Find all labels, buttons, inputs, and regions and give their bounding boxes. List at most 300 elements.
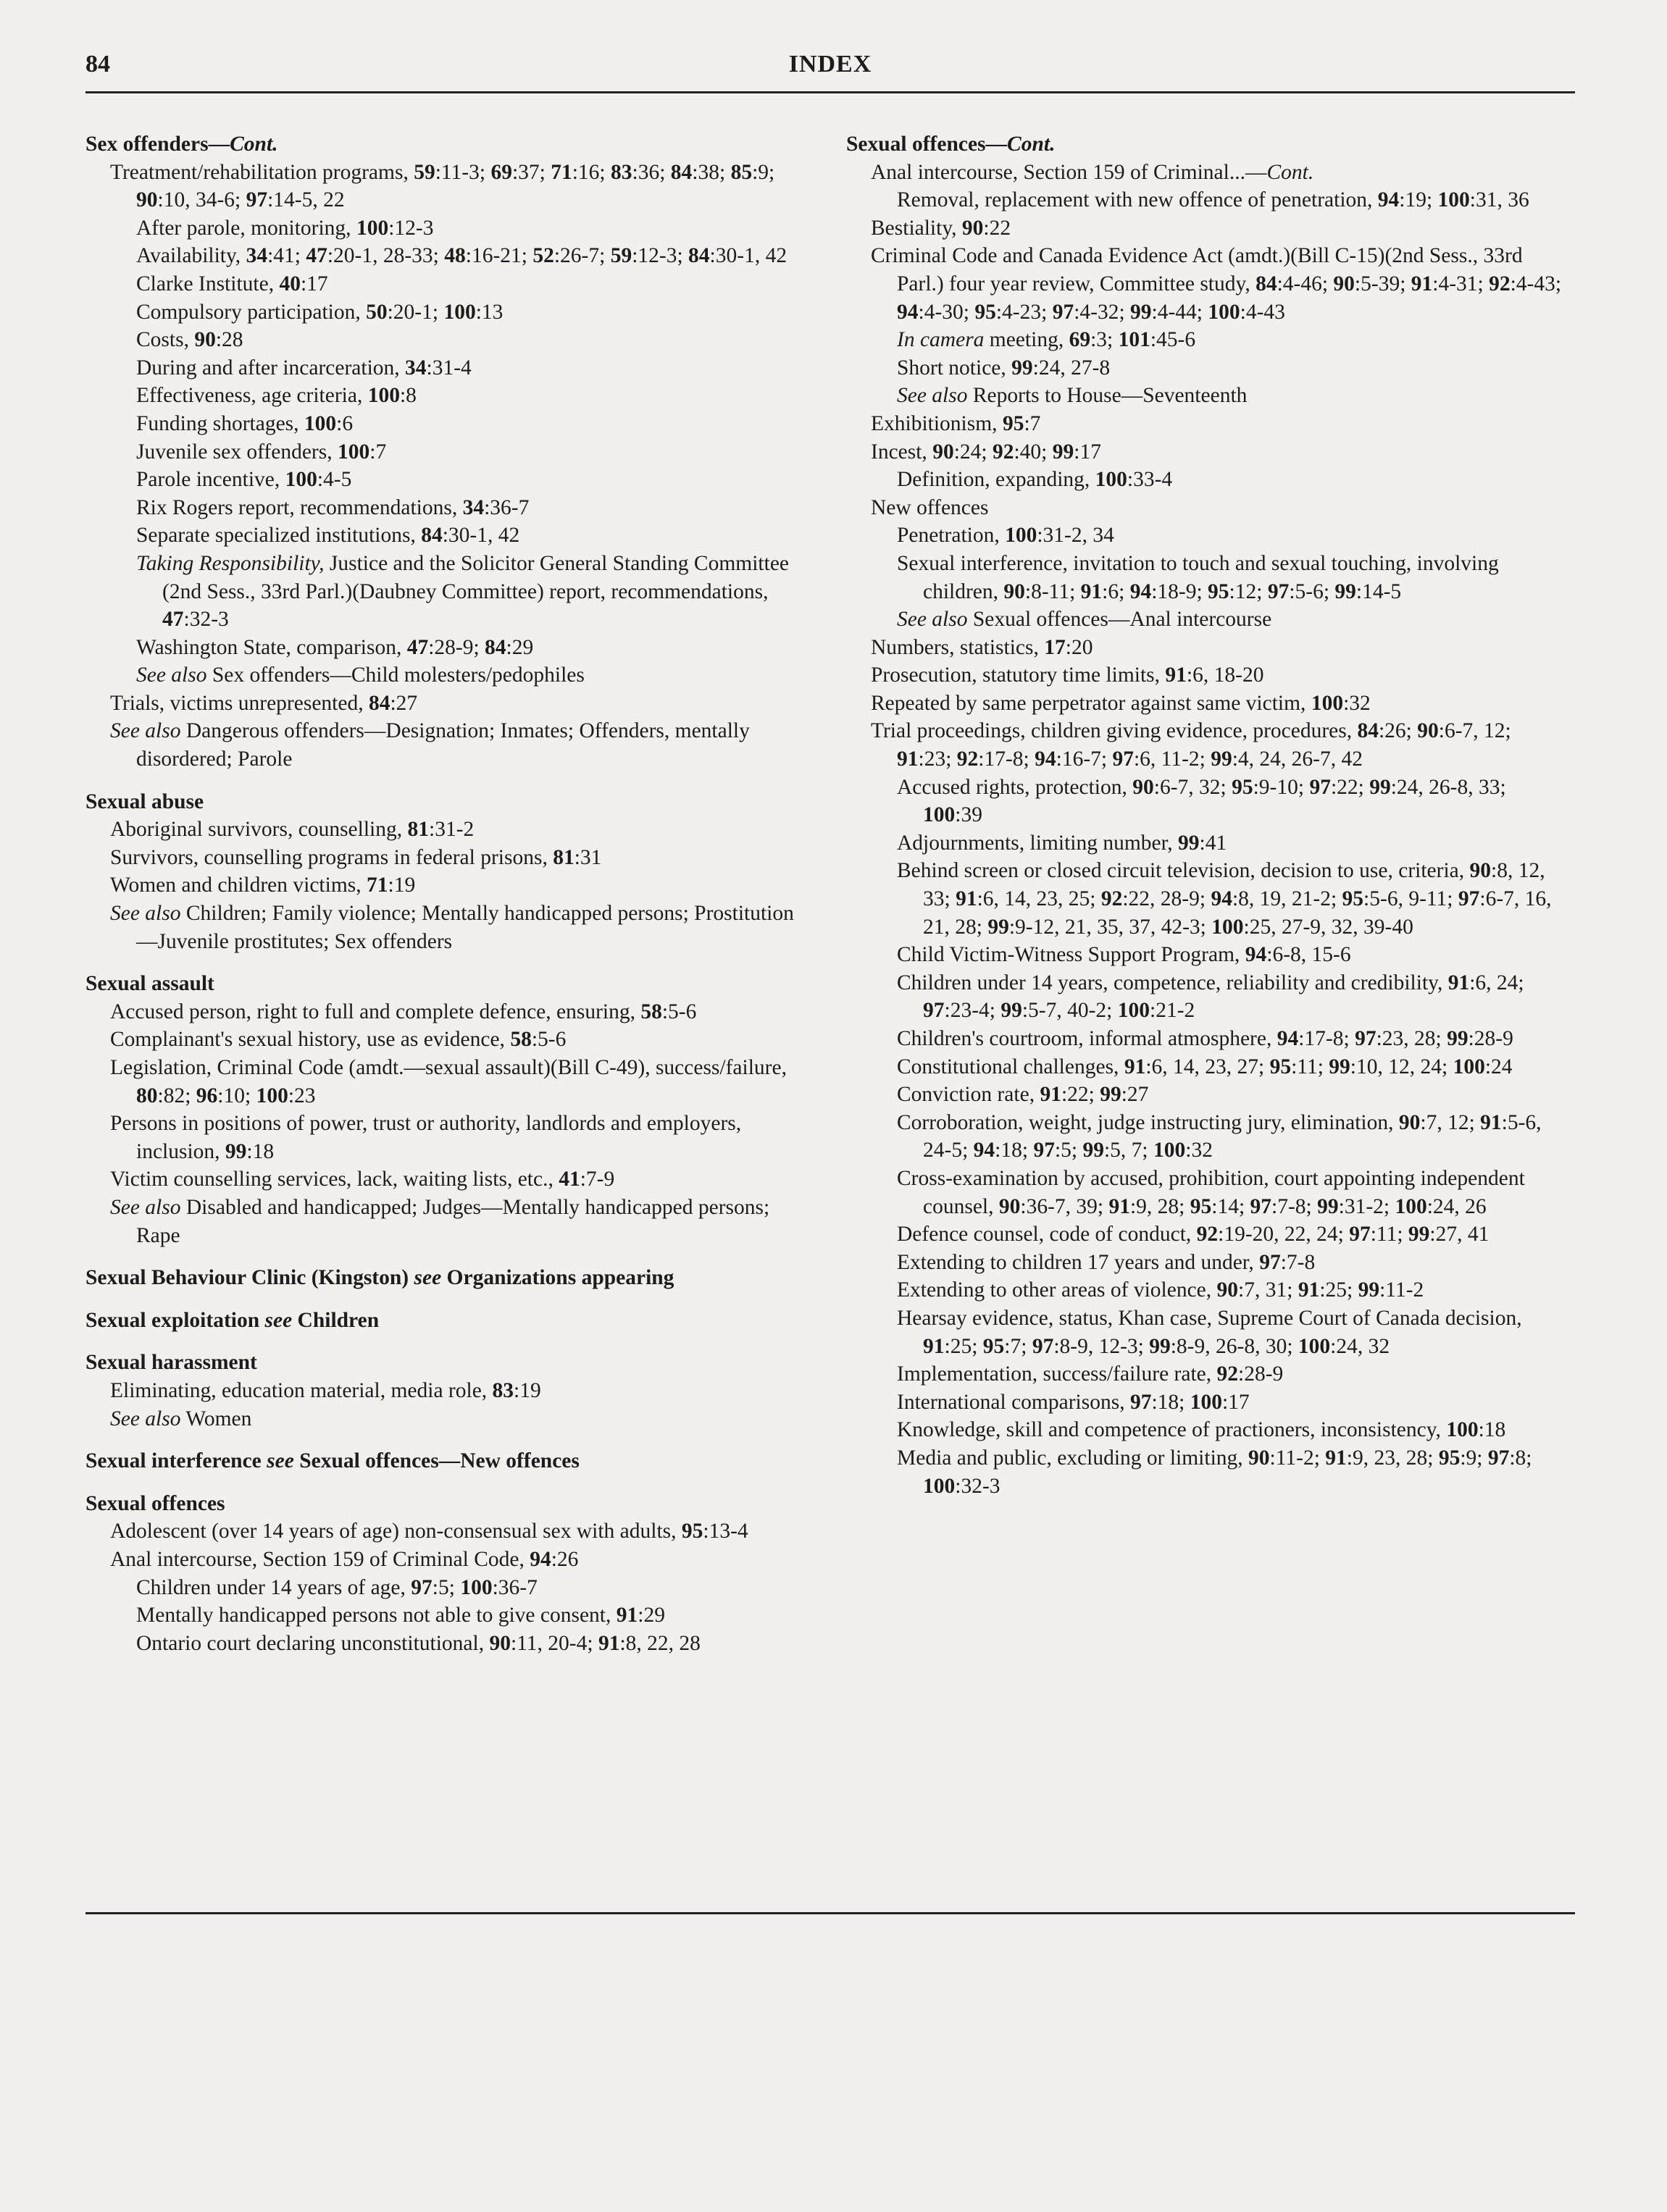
entry-text: :7-8; bbox=[1271, 1194, 1318, 1218]
index-entry bbox=[846, 186, 1563, 214]
entry-text: Criminal Code and Canada Evidence Act (amdt.)(Bill C-15)(2nd Sess., 33rd Parl.) four year review, Committee study, bbox=[871, 244, 1523, 296]
entry-text: :22 bbox=[983, 216, 1011, 240]
entry-text: 84 bbox=[1256, 272, 1277, 296]
entry-text: see bbox=[264, 1308, 293, 1332]
entry-text: 99 bbox=[1358, 1278, 1380, 1302]
entry-text: :31-2; bbox=[1338, 1194, 1395, 1218]
entry-text: 99 bbox=[1082, 1139, 1104, 1162]
entry-text: 81 bbox=[407, 818, 429, 842]
entry-text: :26; bbox=[1378, 719, 1418, 743]
entry-text: :31 bbox=[574, 845, 602, 869]
entry-text: :25, 27-9, 32, 39-40 bbox=[1243, 915, 1413, 939]
entry-text: 91 bbox=[1080, 579, 1103, 603]
entry-text: 91 bbox=[1480, 1110, 1502, 1134]
entry-text: 97 bbox=[1250, 1194, 1272, 1218]
entry-text: Behind screen or closed circuit television, decision to use, criteria, bbox=[897, 859, 1470, 883]
entry-text: 85 bbox=[730, 160, 753, 184]
entry-text: 97 bbox=[1033, 1139, 1055, 1162]
entry-text: 94 bbox=[1377, 188, 1400, 212]
entry-text: :24, 26-8, 33; bbox=[1390, 775, 1506, 799]
entry-text: :6-7, 32; bbox=[1153, 775, 1232, 799]
entry-text: 95 bbox=[1438, 1446, 1461, 1470]
index-entry bbox=[846, 550, 1563, 606]
entry-text: :8; bbox=[1509, 1446, 1532, 1470]
entry-text: :7; bbox=[1004, 1334, 1032, 1358]
entry-text: :45-6 bbox=[1150, 328, 1196, 352]
entry-text: :8, 22, 28 bbox=[619, 1631, 701, 1655]
entry-text: Trials, victims unrepresented, bbox=[110, 691, 369, 715]
index-entry bbox=[846, 857, 1563, 941]
entry-text: Eliminating, education material, media role, bbox=[110, 1378, 493, 1402]
index-entry bbox=[846, 1249, 1563, 1277]
entry-text bbox=[259, 1309, 264, 1332]
index-entry bbox=[85, 1165, 803, 1194]
index-entry bbox=[85, 1630, 803, 1658]
index-entry bbox=[85, 634, 803, 662]
entry-text: 90 bbox=[1398, 1110, 1421, 1134]
index-entry bbox=[846, 1109, 1563, 1165]
entry-text: :8-9, 12-3; bbox=[1053, 1334, 1150, 1358]
entry-text: 100 bbox=[1453, 1055, 1485, 1078]
entry-text: 47 bbox=[306, 244, 327, 268]
entry-text: :18 bbox=[1478, 1418, 1506, 1442]
entry-text: :6, 18-20 bbox=[1186, 663, 1264, 687]
entry-text: :32-3 bbox=[183, 608, 229, 632]
entry-text: :12-3; bbox=[632, 244, 689, 268]
entry-text: :22, 28-9; bbox=[1122, 887, 1211, 911]
index-entry bbox=[85, 159, 803, 214]
entry-text: 92 bbox=[1196, 1223, 1219, 1247]
entry-text: Complainant's sexual history, use as evidence, bbox=[110, 1028, 511, 1052]
entry-text: Constitutional challenges, bbox=[897, 1055, 1124, 1078]
entry-text: 71 bbox=[551, 160, 572, 184]
index-entry bbox=[85, 1377, 803, 1405]
entry-text: 91 bbox=[1124, 1055, 1146, 1078]
index-entry bbox=[85, 326, 803, 354]
entry-text: :9; bbox=[752, 160, 775, 184]
entry-text: Children under 14 years of age, bbox=[136, 1575, 411, 1599]
entry-text: 97 bbox=[1259, 1250, 1281, 1274]
entry-text: :11-2 bbox=[1379, 1278, 1424, 1302]
entry-text: :8, 12, 33; bbox=[923, 859, 1545, 911]
entry-text: meeting, bbox=[984, 328, 1069, 352]
entry-text: :18 bbox=[246, 1139, 275, 1163]
entry-text: Sexual offences—New offences bbox=[293, 1449, 580, 1473]
entry-text: Survivors, counselling programs in federal prisons, bbox=[110, 845, 553, 869]
entry-text: :5, 7; bbox=[1103, 1139, 1153, 1162]
entry-text: 91 bbox=[1108, 1194, 1130, 1218]
entry-text: 97 bbox=[411, 1575, 433, 1599]
entry-text: 92 bbox=[956, 747, 979, 771]
entry-text: Extending to children 17 years and under, bbox=[897, 1250, 1260, 1274]
entry-text: :13-4 bbox=[703, 1520, 748, 1543]
entry-text: Conviction rate, bbox=[897, 1083, 1040, 1107]
entry-text: :8-9, 26-8, 30; bbox=[1170, 1334, 1298, 1358]
entry-text: 94 bbox=[1129, 579, 1152, 603]
entry-text: :9-10; bbox=[1253, 775, 1310, 799]
entry-text: Sexual offences—Anal intercourse bbox=[967, 608, 1272, 632]
entry-text: Women bbox=[180, 1407, 252, 1430]
entry-text: 90 bbox=[1132, 775, 1154, 799]
entry-text: Child Victim-Witness Support Program, bbox=[897, 943, 1245, 967]
entry-text: 34 bbox=[246, 244, 268, 268]
index-entry bbox=[85, 298, 803, 327]
index-entry bbox=[85, 1054, 803, 1110]
entry-text: Short notice, bbox=[897, 356, 1012, 380]
entry-text: 90 bbox=[1417, 719, 1439, 743]
entry-text: Persons in positions of power, trust or authority, landlords and employers, inclusion, bbox=[110, 1112, 742, 1163]
entry-text: 99 bbox=[1100, 1083, 1121, 1107]
index-entry bbox=[85, 214, 803, 243]
entry-text: :9, 23, 28; bbox=[1346, 1446, 1439, 1470]
entry-text: Exhibitionism, bbox=[871, 411, 1003, 435]
entry-text: :24 bbox=[1484, 1055, 1513, 1078]
entry-text: 95 bbox=[1342, 887, 1364, 911]
entry-text: 100 bbox=[256, 1084, 288, 1107]
entry-text: 99 bbox=[1408, 1223, 1430, 1247]
entry-text: :38; bbox=[692, 160, 731, 184]
entry-text: 69 bbox=[1069, 328, 1091, 352]
entry-text: 97 bbox=[923, 999, 945, 1023]
entry-text: 59 bbox=[414, 160, 435, 184]
index-entry bbox=[85, 690, 803, 718]
entry-text: 90 bbox=[1248, 1446, 1270, 1470]
entry-text: 99 bbox=[987, 915, 1009, 939]
entry-text: :23; bbox=[918, 747, 957, 771]
entry-text: see bbox=[267, 1449, 294, 1473]
entry-text: :41 bbox=[1199, 831, 1227, 855]
entry-text: :37; bbox=[511, 160, 551, 184]
index-heading bbox=[85, 1349, 803, 1377]
entry-text: Implementation, success/failure rate, bbox=[897, 1362, 1217, 1386]
entry-text: 101 bbox=[1118, 328, 1150, 352]
entry-text: Organizations appearing bbox=[441, 1266, 674, 1290]
entry-text: Reports to House—Seventeenth bbox=[967, 384, 1248, 408]
entry-text: 91 bbox=[1298, 1278, 1320, 1302]
index-entry bbox=[846, 242, 1563, 326]
entry-text: Aboriginal survivors, counselling, bbox=[110, 818, 408, 842]
entry-text: :8-11; bbox=[1024, 579, 1081, 603]
entry-text: :9; bbox=[1460, 1446, 1488, 1470]
entry-text: :5-6, 24-5; bbox=[923, 1110, 1542, 1162]
entry-text: :4-44; bbox=[1151, 300, 1208, 324]
entry-text: :10, 12, 24; bbox=[1350, 1055, 1453, 1078]
entry-text: :11; bbox=[1370, 1223, 1408, 1247]
index-entry bbox=[85, 816, 803, 844]
entry-text: :27, 41 bbox=[1429, 1223, 1490, 1247]
entry-text: Rix Rogers report, recommendations, bbox=[136, 495, 463, 519]
entry-text: 47 bbox=[162, 608, 184, 632]
entry-text: Sexual Behaviour Clinic (Kingston) bbox=[85, 1266, 409, 1290]
entry-text: :28 bbox=[215, 328, 243, 352]
index-heading bbox=[85, 1447, 803, 1475]
entry-text: :4-23; bbox=[995, 300, 1053, 324]
entry-text: Cont. bbox=[230, 133, 278, 156]
entry-text: 94 bbox=[1035, 747, 1056, 771]
entry-text: 99 bbox=[1317, 1194, 1339, 1218]
index-entry bbox=[846, 1276, 1563, 1304]
index-entry bbox=[846, 606, 1563, 634]
entry-text: :14-5 bbox=[1355, 579, 1402, 603]
entry-text: Sexual assault bbox=[85, 972, 214, 996]
index-entry bbox=[85, 998, 803, 1026]
entry-text: :16; bbox=[572, 160, 611, 184]
entry-text: :23, 28; bbox=[1376, 1027, 1447, 1050]
entry-text: 90 bbox=[1216, 1278, 1239, 1302]
entry-text: 100 bbox=[1208, 300, 1240, 324]
entry-text: :17-8; bbox=[1298, 1027, 1355, 1050]
entry-text: :10; bbox=[217, 1084, 256, 1107]
index-entry bbox=[85, 1110, 803, 1165]
entry-text: 58 bbox=[640, 1000, 662, 1023]
entry-text: Sexual offences bbox=[85, 1491, 225, 1515]
entry-text: :17 bbox=[300, 272, 328, 296]
index-entry bbox=[846, 521, 1563, 550]
entry-text: Children under 14 years, competence, reliability and credibility, bbox=[897, 971, 1448, 994]
entry-text: :32-3 bbox=[955, 1474, 1000, 1498]
entry-text: 100 bbox=[1395, 1194, 1427, 1218]
entry-text: 47 bbox=[406, 635, 429, 659]
entry-text: :5; bbox=[432, 1575, 461, 1599]
entry-text: Separate specialized institutions, bbox=[136, 524, 422, 548]
entry-text: :30-1, 42 bbox=[709, 244, 787, 268]
entry-text: Bestiality, bbox=[871, 216, 962, 240]
entry-text: :4, 24, 26-7, 42 bbox=[1232, 747, 1363, 771]
entry-text: 84 bbox=[368, 691, 390, 715]
entry-text: :36-7, 39; bbox=[1020, 1194, 1109, 1218]
entry-text: 91 bbox=[616, 1604, 638, 1627]
entry-text: Anal intercourse, Section 159 of Criminal...— bbox=[871, 160, 1267, 184]
entry-text: :4-5 bbox=[317, 468, 352, 492]
entry-text: see bbox=[414, 1266, 442, 1290]
index-entry bbox=[846, 410, 1563, 438]
entry-text: :30-1, 42 bbox=[442, 524, 520, 548]
entry-text: See also bbox=[897, 608, 968, 632]
entry-text: :25; bbox=[1319, 1278, 1358, 1302]
entry-text: :11, 20-4; bbox=[510, 1631, 598, 1655]
index-entry bbox=[846, 969, 1563, 1025]
index-entry bbox=[85, 466, 803, 494]
entry-text: :4-43 bbox=[1240, 300, 1285, 324]
entry-text: Anal intercourse, Section 159 of Criminal Code, bbox=[110, 1547, 530, 1571]
index-entry bbox=[85, 661, 803, 690]
entry-text: 80 bbox=[136, 1084, 158, 1107]
index-entry bbox=[846, 214, 1563, 243]
entry-text: Sexual abuse bbox=[85, 789, 204, 813]
entry-text: :36; bbox=[632, 160, 671, 184]
entry-text: :24, 32 bbox=[1330, 1334, 1390, 1358]
entry-text: Cont. bbox=[1266, 160, 1314, 184]
entry-text: Penetration, bbox=[897, 524, 1006, 548]
index-entry bbox=[846, 1053, 1563, 1081]
entry-text: :21-2 bbox=[1150, 999, 1195, 1023]
entry-text: 92 bbox=[1489, 272, 1511, 296]
entry-text: :5-7, 40-2; bbox=[1021, 999, 1118, 1023]
index-entry bbox=[846, 661, 1563, 690]
entry-text: Extending to other areas of violence, bbox=[897, 1278, 1217, 1302]
entry-text: 99 bbox=[1334, 579, 1356, 603]
entry-text: Knowledge, skill and competence of practioners, inconsistency, bbox=[897, 1418, 1447, 1442]
entry-text: 97 bbox=[1309, 775, 1331, 799]
index-entry bbox=[846, 690, 1563, 718]
entry-text: 48 bbox=[444, 244, 466, 268]
entry-text: 100 bbox=[1153, 1139, 1186, 1162]
index-column-right bbox=[846, 130, 1563, 1500]
index-entry bbox=[846, 1444, 1563, 1500]
entry-text: 91 bbox=[1447, 971, 1470, 994]
entry-text: Sexual exploitation bbox=[85, 1308, 260, 1332]
entry-text: 100 bbox=[1211, 915, 1244, 939]
page-header bbox=[85, 51, 1575, 93]
index-entry bbox=[846, 1360, 1563, 1388]
entry-text: 95 bbox=[982, 1334, 1005, 1358]
entry-text: International comparisons, bbox=[897, 1390, 1130, 1414]
entry-text: 91 bbox=[897, 747, 919, 771]
entry-text: 100 bbox=[1005, 524, 1037, 548]
index-entry bbox=[85, 410, 803, 438]
entry-text: 99 bbox=[225, 1139, 247, 1163]
index-entry bbox=[85, 1194, 803, 1249]
entry-text: :27 bbox=[390, 691, 418, 715]
entry-text: :6, 11-2; bbox=[1133, 747, 1211, 771]
entry-text: 94 bbox=[897, 300, 919, 324]
entry-text: Mentally handicapped persons not able to give consent, bbox=[136, 1604, 617, 1627]
entry-text: :36-7 bbox=[492, 1575, 538, 1599]
entry-text: Disabled and handicapped; Judges—Mentally handicapped persons; Rape bbox=[136, 1195, 770, 1247]
entry-text: Availability, bbox=[136, 244, 246, 268]
entry-text: :31-2, 34 bbox=[1037, 524, 1114, 548]
index-entry bbox=[846, 1416, 1563, 1444]
entry-text: Defence counsel, code of conduct, bbox=[897, 1223, 1197, 1247]
entry-text: :19 bbox=[514, 1378, 541, 1402]
entry-text: :7, 12; bbox=[1420, 1110, 1481, 1134]
entry-text: 99 bbox=[1052, 440, 1074, 464]
entry-text: 90 bbox=[194, 328, 216, 352]
entry-text: Children bbox=[292, 1308, 380, 1332]
entry-text: :6, 14, 23, 25; bbox=[977, 887, 1101, 911]
entry-text: :25; bbox=[944, 1334, 983, 1358]
entry-text: 100 bbox=[443, 300, 476, 324]
entry-text: :26 bbox=[551, 1547, 579, 1571]
entry-text: See also bbox=[110, 1407, 181, 1430]
index-entry bbox=[846, 1165, 1563, 1220]
entry-text: Sexual interference, invitation to touch and sexual touching, involving children, bbox=[897, 551, 1499, 603]
entry-text: :31, 36 bbox=[1469, 188, 1529, 212]
entry-text: Cont. bbox=[1007, 133, 1056, 156]
entry-text: :8 bbox=[399, 384, 417, 408]
index-entry bbox=[85, 521, 803, 550]
index-heading bbox=[85, 788, 803, 816]
entry-text: Children; Family violence; Mentally handicapped persons; Prostitution—Juvenile prostitutes; Sex offenders bbox=[136, 902, 794, 953]
footer-rule bbox=[85, 1912, 1575, 1914]
entry-text: 90 bbox=[1469, 859, 1492, 883]
entry-text: :19; bbox=[1399, 188, 1438, 212]
entry-text: :9, 28; bbox=[1129, 1194, 1190, 1218]
entry-text: 94 bbox=[1277, 1027, 1299, 1050]
entry-text: :8, 19, 21-2; bbox=[1232, 887, 1342, 911]
entry-text: 100 bbox=[1437, 188, 1470, 212]
index-entry bbox=[846, 829, 1563, 858]
index-entry bbox=[85, 1517, 803, 1546]
entry-text: :22; bbox=[1330, 775, 1370, 799]
index-entry bbox=[846, 159, 1563, 187]
entry-text: :31-4 bbox=[426, 356, 472, 380]
entry-text: 83 bbox=[611, 160, 632, 184]
entry-text: 100 bbox=[460, 1575, 493, 1599]
entry-text: See also bbox=[110, 902, 181, 926]
entry-text: :24; bbox=[953, 440, 993, 464]
entry-text: :6; bbox=[1102, 579, 1130, 603]
entry-text: 100 bbox=[1298, 1334, 1331, 1358]
entry-text: Adjournments, limiting number, bbox=[897, 831, 1179, 855]
entry-text: See also bbox=[110, 1195, 181, 1219]
entry-text: 69 bbox=[490, 160, 512, 184]
entry-text: 96 bbox=[196, 1084, 218, 1107]
index-entry bbox=[85, 871, 803, 900]
entry-text: New offences bbox=[871, 495, 989, 519]
entry-text: 92 bbox=[992, 440, 1014, 464]
entry-text: :36-7 bbox=[484, 495, 530, 519]
entry-text: :7-9 bbox=[580, 1168, 615, 1191]
entry-text: :14-5, 22 bbox=[267, 188, 345, 212]
entry-text: :11-3; bbox=[435, 160, 491, 184]
index-entry bbox=[846, 1081, 1563, 1109]
entry-text: 97 bbox=[246, 188, 268, 212]
entry-text: 94 bbox=[973, 1139, 995, 1162]
entry-text: :7 bbox=[369, 440, 387, 464]
entry-text: 91 bbox=[1040, 1083, 1061, 1107]
entry-text: :6-7, 16, 21, 28; bbox=[923, 887, 1552, 939]
entry-text: :40; bbox=[1014, 440, 1053, 464]
entry-text: :5; bbox=[1054, 1139, 1083, 1162]
entry-text: :32 bbox=[1343, 691, 1371, 715]
entry-text: :4-32; bbox=[1074, 300, 1131, 324]
entry-text: 99 bbox=[1130, 300, 1152, 324]
entry-text: :18; bbox=[995, 1139, 1034, 1162]
entry-text: 59 bbox=[610, 244, 632, 268]
entry-text: 95 bbox=[1208, 579, 1229, 603]
entry-text: :29 bbox=[638, 1604, 665, 1627]
entry-text: 95 bbox=[974, 300, 996, 324]
entry-text: 97 bbox=[1349, 1223, 1371, 1247]
entry-text: 100 bbox=[1311, 691, 1344, 715]
index-entry bbox=[846, 466, 1563, 494]
entry-text: :6-7, 12; bbox=[1438, 719, 1511, 743]
entry-text: 99 bbox=[1178, 831, 1200, 855]
entry-text: Victim counselling services, lack, waiting lists, etc., bbox=[110, 1168, 559, 1191]
entry-text: During and after incarceration, bbox=[136, 356, 406, 380]
entry-text: Clarke Institute, bbox=[136, 272, 280, 296]
index-entry bbox=[846, 1388, 1563, 1417]
entry-text: :3; bbox=[1090, 328, 1119, 352]
entry-text: :9-12, 21, 35, 37, 42-3; bbox=[1008, 915, 1212, 939]
index-heading bbox=[85, 970, 803, 998]
index-entry bbox=[85, 242, 803, 270]
entry-text: 94 bbox=[530, 1547, 551, 1571]
entry-text: 97 bbox=[1052, 300, 1074, 324]
entry-text: 34 bbox=[462, 495, 485, 519]
index-entry bbox=[85, 438, 803, 466]
index-entry bbox=[846, 382, 1563, 410]
entry-text: 17 bbox=[1044, 635, 1066, 659]
entry-text: 90 bbox=[961, 216, 984, 240]
entry-text: 97 bbox=[1487, 1446, 1510, 1470]
index-entry bbox=[846, 941, 1563, 969]
entry-text: Adolescent (over 14 years of age) non-consensual sex with adults, bbox=[110, 1520, 682, 1543]
entry-text: Accused person, right to full and complete defence, ensuring, bbox=[110, 1000, 641, 1023]
index-entry bbox=[846, 1304, 1563, 1360]
page-number: 84 bbox=[85, 51, 110, 77]
